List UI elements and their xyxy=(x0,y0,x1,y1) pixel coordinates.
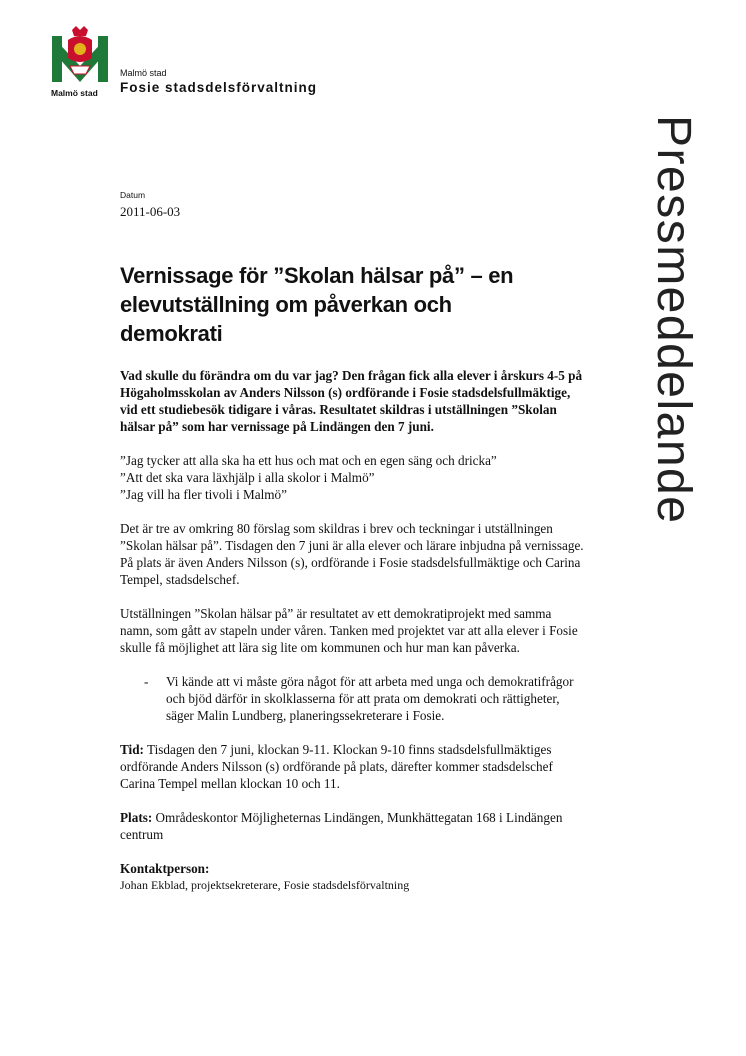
pressmeddelande-label: Pressmeddelande xyxy=(647,115,700,525)
logo-caption: Malmö stad xyxy=(51,88,98,98)
place-info xyxy=(120,809,585,843)
malmo-stad-logo xyxy=(52,26,108,96)
bullet-text: Vi kände att vi måste göra något för att arbeta med unga och demokratifrågor och bjöd därför in skolklasserna för att prata om demokrati och rättigheter, säger Malin Lundberg, planeringssekreterare i Fosie. xyxy=(166,674,574,723)
paragraph-1: Det är tre av omkring 80 förslag som skildras i brev och teckningar i utställningen ”Skolan hälsar på”. Tisdagen den 7 juni är alla elever och lärare inbjudna på vernissage. På plats är även Anders Nilsson (s), ordförande i Fosie stadsdelsfullmäktige och Carina Tempel, stadsdelschef. xyxy=(120,521,584,587)
lead-paragraph: Vad skulle du förändra om du var jag? Den frågan fick alla elever i årskurs 4-5 på Högaholmsskolan av Anders Nilsson (s) ordförande i Fosie stadsdelsfullmäktige, vid ett studiebesök tidigare i våras. Resultatet skildras i utställningen ”Skolan hälsar på” som har vernissage på Lindängen den 7 juni. xyxy=(120,368,583,434)
org-name-small: Malmö stad xyxy=(120,68,167,78)
bullet-marker: - xyxy=(144,674,149,689)
quote-bullet xyxy=(120,673,585,724)
place-label: Plats: xyxy=(120,810,153,825)
time-info xyxy=(120,741,585,792)
date-value: 2011-06-03 xyxy=(120,204,181,219)
date-label: Datum xyxy=(120,190,146,200)
time-text: Tisdagen den 7 juni, klockan 9-11. Klockan 9-10 finns stadsdelsfullmäktiges ordförande Anders Nilsson (s) ordförande på plats, därefter kommer stadsdelschef Carina Tempel mellan klockan 10 och 11. xyxy=(120,742,553,791)
paragraph-2: Utställningen ”Skolan hälsar på” är resultatet av ett demokratiprojekt med samma namn, som gått av stapeln under våren. Tanken med projektet var att alla elever i Fosie skulle få möjlighet att lära sig lite om kommunen och hur man kan påverka. xyxy=(120,606,578,655)
contact-label-text: Kontaktperson: xyxy=(120,861,210,876)
quote-item: ”Att det ska vara läxhjälp i alla skolor i Malmö” xyxy=(120,470,375,485)
contact-label xyxy=(120,860,585,877)
quote-item: ”Jag vill ha fler tivoli i Malmö” xyxy=(120,487,288,502)
time-label: Tid: xyxy=(120,742,144,757)
press-release-body xyxy=(120,367,585,894)
contact-person: Johan Ekblad, projektsekreterare, Fosie stadsdelsförvaltning xyxy=(120,878,410,892)
vertical-label-container xyxy=(640,115,700,555)
org-name: Fosie stadsdelsförvaltning xyxy=(120,80,318,95)
place-text: Områdeskontor Möjligheternas Lindängen, Munkhättegatan 168 i Lindängen centrum xyxy=(120,810,563,842)
page-title: Vernissage för ”Skolan hälsar på” – en elevutställning om påverkan och demokrati xyxy=(120,263,514,346)
quote-item: ”Jag tycker att alla ska ha ett hus och mat och en egen säng och dricka” xyxy=(120,453,497,468)
